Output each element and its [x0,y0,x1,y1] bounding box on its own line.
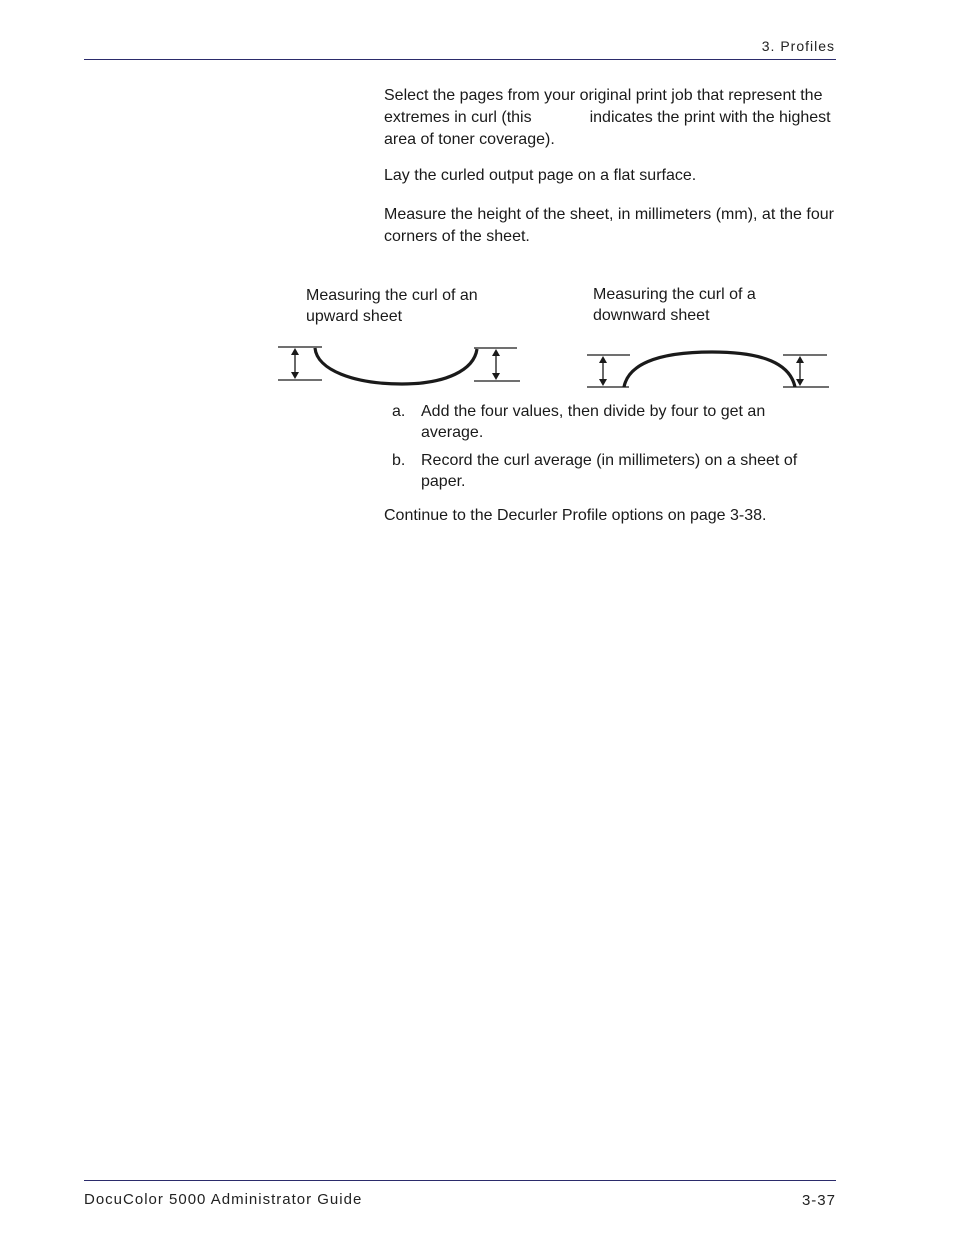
paragraph-select-pages [384,85,836,151]
list-item-text: Record the curl average (in millimeters) on a sheet of paper. [421,452,798,490]
upward-sheet-caption: Measuring the curl of an upward sheet [306,287,478,325]
upward-sheet-curve [315,348,477,384]
downward-curl-diagram [584,344,834,394]
paragraph-select-pages-part1: Select the pages from your original print job that represent the extremes in curl (this [384,87,823,126]
arrow-up-icon [599,356,607,363]
arrow-up-icon [291,348,299,355]
paragraph-measure-height: Measure the height of the sheet, in millimeters (mm), at the four corners of the sheet. [384,206,834,245]
arrow-up-icon [492,349,500,356]
upward-curl-diagram [274,340,524,392]
paragraph-continue: Continue to the Decurler Profile options on page 3-38. [384,507,767,524]
footer-page-number: 3-37 [801,1192,836,1209]
downward-sheet-curve [624,352,795,387]
list-marker: a. [392,403,406,420]
arrow-down-icon [291,372,299,379]
footer-guide-title: DocuColor 5000 Administrator Guide [84,1191,363,1208]
header-rule [84,59,836,60]
arrow-down-icon [599,379,607,386]
paragraph-lay-page: Lay the curled output page on a flat surface. [384,167,697,184]
section-header: 3. Profiles [761,38,835,54]
footer-rule [84,1180,836,1181]
paragraph-select-pages-part2: indicates the print with the highest area of toner coverage). [384,109,831,148]
arrow-up-icon [796,356,804,363]
list-item-text: Add the four values, then divide by four to get an average. [421,403,766,441]
arrow-down-icon [492,373,500,380]
list-marker: b. [392,452,406,469]
arrow-down-icon [796,379,804,386]
downward-sheet-caption: Measuring the curl of a downward sheet [593,286,756,324]
